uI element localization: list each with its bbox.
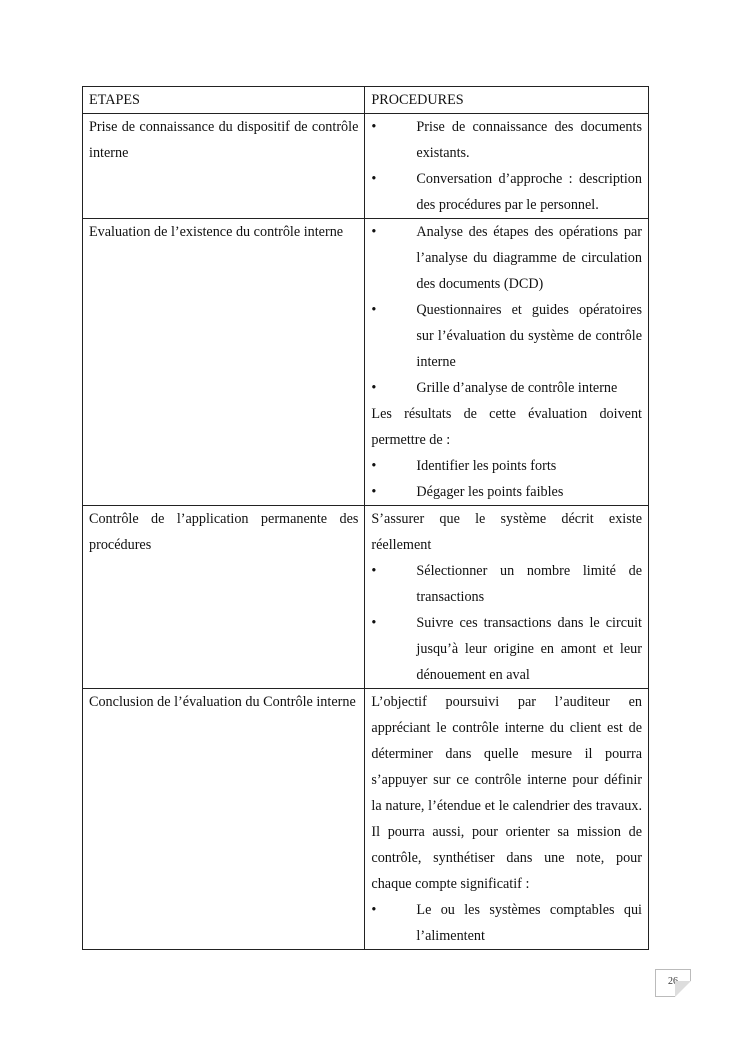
bullet-icon: • [371, 380, 377, 396]
etape-cell [83, 506, 365, 689]
bullet-icon: • [371, 484, 377, 500]
procedure-text: Identifier les points forts [416, 458, 557, 474]
procedure-bullet-item [371, 897, 642, 949]
procedure-text: Prise de connaissance des documents existants. [416, 119, 642, 161]
bullet-icon: • [371, 615, 377, 631]
etape-cell [83, 114, 365, 219]
bullet-icon: • [371, 902, 377, 918]
table-row [83, 506, 649, 689]
procedures-cell [365, 689, 649, 950]
procedure-bullet-item [371, 375, 642, 401]
procedure-text: Questionnaires et guides opératoires sur l’évaluation du système de contrôle interne [416, 302, 642, 370]
procedure-bullet-item [371, 453, 642, 479]
etape-text: Prise de connaissance du dispositif de contrôle interne [89, 119, 359, 161]
procedure-paragraph: S’assurer que le système décrit existe réellement [371, 511, 642, 553]
procedure-text: Analyse des étapes des opérations par l’analyse du diagramme de circulation des documents (DCD) [416, 224, 642, 292]
procedure-paragraph: L’objectif poursuivi par l’auditeur en appréciant le contrôle interne du client est de déterminer dans quelle mesure il pourra s’appuyer sur ce contrôle interne pour définir la nature, l’étendue et le calendrier des travaux. Il pourra aussi, pour orienter sa mission de contrôle, synthétiser dans une note, pour chaque compte significatif : [371, 694, 642, 892]
bullet-icon: • [371, 224, 377, 240]
header-etapes: ETAPES [83, 87, 365, 114]
bullet-icon: • [371, 171, 377, 187]
procedures-cell [365, 506, 649, 689]
procedure-text: Grille d’analyse de contrôle interne [416, 380, 618, 396]
bullet-icon: • [371, 458, 377, 474]
etape-text: Contrôle de l’application permanente des procédures [89, 511, 359, 553]
table-row [83, 114, 649, 219]
procedure-text: Le ou les systèmes comptables qui l’alimentent [416, 902, 642, 944]
etape-cell [83, 689, 365, 950]
header-procedures: PROCEDURES [365, 87, 649, 114]
procedure-bullet-item [371, 114, 642, 166]
table-header-row [83, 87, 649, 114]
procedure-bullet-item [371, 558, 642, 610]
procedure-text: Conversation d’approche : description des procédures par le personnel. [416, 171, 642, 213]
procedure-bullet-item [371, 219, 642, 297]
etape-text: Evaluation de l’existence du contrôle interne [89, 224, 344, 240]
bullet-icon: • [371, 302, 377, 318]
procedure-paragraph: Les résultats de cette évaluation doivent permettre de : [371, 406, 642, 448]
table-body [83, 114, 649, 950]
etape-text: Conclusion de l’évaluation du Contrôle interne [89, 694, 356, 710]
procedures-cell [365, 114, 649, 219]
table-row [83, 219, 649, 506]
procedure-bullet-item [371, 479, 642, 505]
page-number-box [655, 969, 691, 997]
procedure-text: Suivre ces transactions dans le circuit jusqu’à leur origine en amont et leur dénouement en aval [416, 615, 642, 683]
bullet-icon: • [371, 119, 377, 135]
etape-cell [83, 219, 365, 506]
procedure-text: Sélectionner un nombre limité de transactions [416, 563, 642, 605]
page-number: 26 [668, 976, 678, 987]
procedure-text: Dégager les points faibles [416, 484, 564, 500]
procedure-bullet-item [371, 610, 642, 688]
procedure-bullet-item [371, 297, 642, 375]
procedures-table [82, 86, 649, 950]
page-curl-icon [675, 981, 691, 997]
table-row [83, 689, 649, 950]
procedure-bullet-item [371, 166, 642, 218]
bullet-icon: • [371, 563, 377, 579]
procedures-cell [365, 219, 649, 506]
